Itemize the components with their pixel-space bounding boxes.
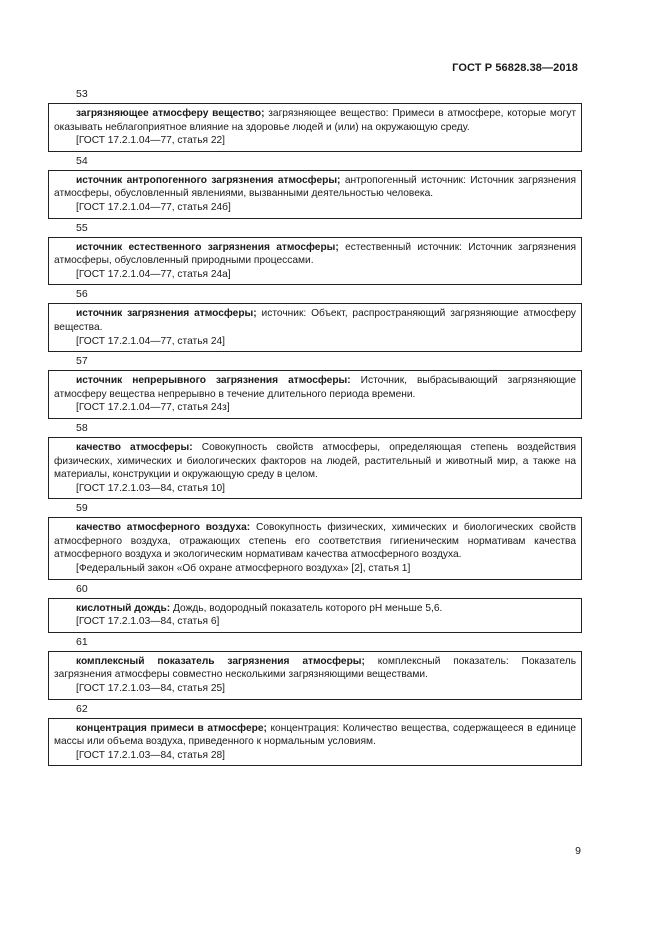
term-definition-paragraph xyxy=(54,521,576,562)
term-title: качество атмосферного воздуха: xyxy=(76,522,251,534)
term-source: [ГОСТ 17.2.1.04—77, статья 24з] xyxy=(76,402,230,414)
term-title: качество атмосферы: xyxy=(76,441,193,453)
term-box xyxy=(48,718,582,767)
term-source: [ГОСТ 17.2.1.04—77, статья 24а] xyxy=(76,268,231,280)
term-definition: Источник, выбрасывающий загрязняющие атмосферу вещества непрерывно в течение длительного периода времени. xyxy=(54,375,576,400)
entry-number: 56 xyxy=(76,288,88,301)
term-source: [ГОСТ 17.2.1.03—84, статья 28] xyxy=(76,749,226,761)
term-title: источник непрерывного загрязнения атмосферы: xyxy=(76,375,351,387)
term-definition-paragraph xyxy=(54,602,576,616)
term-entry xyxy=(48,422,582,499)
term-title: источник антропогенного загрязнения атмосферы; xyxy=(76,174,341,186)
term-entry xyxy=(48,355,582,419)
term-entry xyxy=(48,288,582,352)
term-source: [ГОСТ 17.2.1.03—84, статья 6] xyxy=(76,616,220,628)
term-title: концентрация примеси в атмосфере; xyxy=(76,722,267,734)
term-definition: концентрация: Количество вещества, содержащееся в единице массы или объема воздуха, приведенного к нормальным условиям. xyxy=(54,722,576,748)
term-box xyxy=(48,651,582,700)
page-number: 9 xyxy=(575,845,581,857)
term-box xyxy=(48,170,582,219)
term-definition: источник: Объект, распространяющий загрязняющие атмосферу вещества. xyxy=(54,308,576,333)
term-box xyxy=(48,303,582,352)
term-entry xyxy=(48,583,582,633)
term-definition: Совокупность физических, химических и биологических свойств атмосферного воздуха, отражающих степень его соответствия гигиеническим нормативам качества атмосферного воздуха и экологическим нормативам качества атмосферного воздуха. xyxy=(54,522,577,561)
entry-number: 60 xyxy=(76,582,88,595)
term-definition-paragraph xyxy=(54,307,576,334)
term-title: кислотный дождь: xyxy=(76,602,171,614)
term-box xyxy=(48,437,582,499)
entry-number: 57 xyxy=(76,355,88,368)
term-title: источник естественного загрязнения атмосферы; xyxy=(76,241,339,253)
term-box xyxy=(48,103,582,152)
term-definition-paragraph xyxy=(54,441,576,482)
entry-number: 59 xyxy=(76,502,88,515)
term-definition-paragraph xyxy=(54,174,576,201)
term-source: [ГОСТ 17.2.1.04—77, статья 24] xyxy=(76,335,226,347)
term-definition: загрязняющее вещество: Примеси в атмосфере, которые могут оказывать неблагоприятное влияние на здоровье людей и (или) на окружающую среду. xyxy=(54,108,577,133)
term-entry xyxy=(48,502,582,579)
term-title: комплексный показатель загрязнения атмосферы; xyxy=(76,655,365,667)
term-entry xyxy=(48,155,582,219)
term-box xyxy=(48,517,582,579)
term-definition: Дождь, водородный показатель которого рН меньше 5,6. xyxy=(170,602,443,614)
term-definition-paragraph xyxy=(54,722,576,749)
term-definition: комплексный показатель: Показатель загрязнения атмосферы совместно несколькими загрязняющими веществами. xyxy=(54,655,576,681)
term-source: [ГОСТ 17.2.1.03—84, статья 25] xyxy=(76,683,226,695)
term-box xyxy=(48,598,582,633)
term-definition: Совокупность свойств атмосферы, определяющая степень воздействия физических, химических и биологических факторов на людей, растительный и животный мир, а также на материалы, конструкции и окружающую среду в целом. xyxy=(54,441,577,481)
term-entry xyxy=(48,222,582,286)
term-source: [ГОСТ 17.2.1.04—77, статья 22] xyxy=(76,135,226,147)
term-entry xyxy=(48,703,582,767)
entry-number: 61 xyxy=(76,635,88,648)
entry-number: 54 xyxy=(76,154,88,167)
term-definition-paragraph xyxy=(54,374,576,401)
term-definition: естественный источник: Источник загрязнения атмосферы, обусловленный природными процессами. xyxy=(54,241,577,267)
term-box xyxy=(48,370,582,419)
term-definition: антропогенный источник: Источник загрязнения атмосферы, обусловленный явлениями, вызванными деятельностью человека. xyxy=(54,174,577,200)
term-definition-paragraph xyxy=(54,107,576,134)
term-source: [ГОСТ 17.2.1.04—77, статья 24б] xyxy=(76,201,231,213)
term-source: [ГОСТ 17.2.1.03—84, статья 10] xyxy=(76,482,226,494)
entry-number: 55 xyxy=(76,221,88,234)
terms-list xyxy=(48,88,582,769)
entry-number: 58 xyxy=(76,421,88,434)
term-box xyxy=(48,237,582,286)
term-title: источник загрязнения атмосферы; xyxy=(76,308,257,320)
term-source: [Федеральный закон «Об охране атмосферного воздуха» [2], статья 1] xyxy=(76,563,411,575)
term-entry xyxy=(48,636,582,700)
term-entry xyxy=(48,88,582,152)
document-id: ГОСТ Р 56828.38—2018 xyxy=(452,62,578,74)
term-title: загрязняющее атмосферу вещество; xyxy=(76,108,265,119)
entry-number: 62 xyxy=(76,702,88,715)
term-definition-paragraph xyxy=(54,655,576,682)
term-definition-paragraph xyxy=(54,241,576,268)
entry-number: 53 xyxy=(76,88,88,100)
